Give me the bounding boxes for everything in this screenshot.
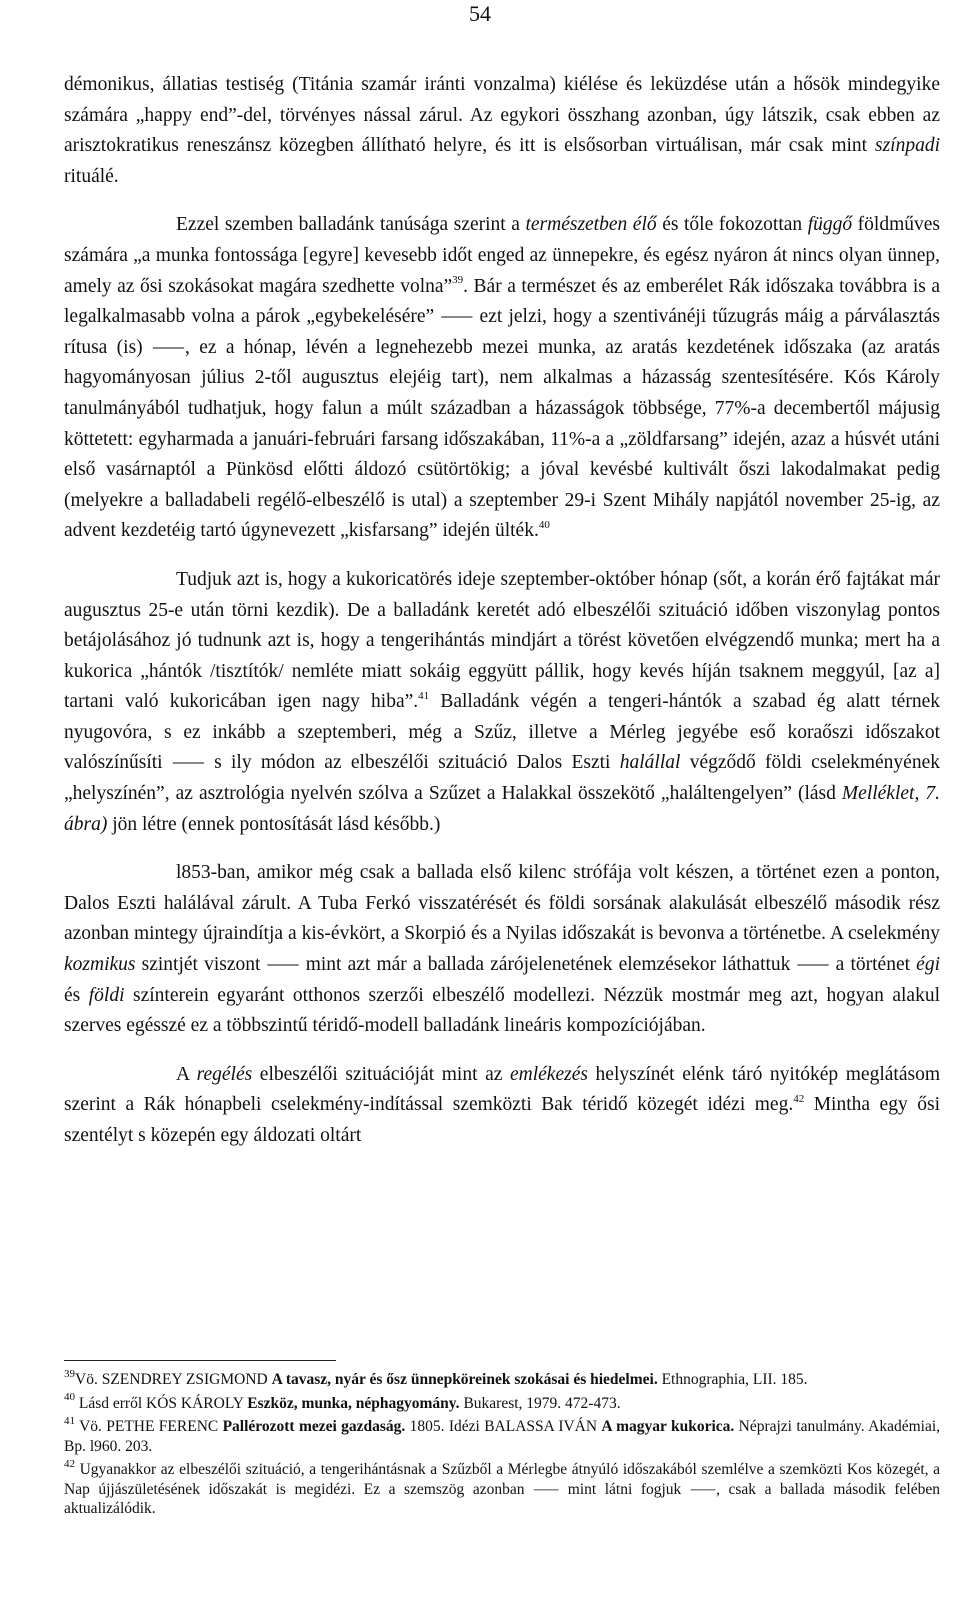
footnote-ref: 40 — [64, 1391, 75, 1404]
footnote-ref: 39 — [452, 274, 464, 287]
text-run: és — [64, 984, 89, 1006]
footnote-ref: 41 — [418, 689, 430, 702]
text-run: természetben élő — [525, 214, 657, 236]
text-run: 1805. Idézi BALASSA IVÁN — [405, 1418, 602, 1435]
text-run: Balladánk végén a tengeri-hántók a szabad ég alatt térnek nyugovóra, s ez inkább a szeptemberi, még a Szűz, illetve a Mérleg jegyébe eső koraőszi időszakot valószínűsíti ⸺ s ily módon az elbeszélői szituáció Dalos Eszti — [64, 691, 940, 774]
text-run: elbeszélői szituációját mint az — [252, 1063, 510, 1085]
text-run: helyszínét elénk táró nyitókép meglátásom szerint a Rák hónapbeli cselekmény-indítással szemközti Bak téridő közegét idézi meg. — [64, 1063, 940, 1116]
text-run: A magyar kukorica. — [601, 1418, 735, 1435]
text-run: kozmikus — [64, 954, 136, 976]
footnotes — [64, 1367, 940, 1523]
paragraph — [64, 858, 940, 1042]
footnote — [64, 1391, 940, 1414]
text-run: A — [176, 1063, 197, 1085]
footnote — [64, 1457, 940, 1519]
text-run: égi — [916, 954, 940, 976]
footnote-separator — [64, 1360, 336, 1361]
footnote-ref: 40 — [538, 518, 550, 531]
text-run: Melléklet, 7. ábra) — [64, 783, 940, 835]
footnote-ref: 42 — [64, 1457, 75, 1470]
footnote — [64, 1367, 940, 1390]
text-run: és tőle fokozottan — [656, 214, 808, 236]
paragraph — [64, 70, 940, 192]
text-run: Pallérozott mezei gazdaság. — [222, 1418, 406, 1435]
footnote-ref: 39 — [64, 1367, 75, 1380]
text-run: függő — [807, 214, 853, 236]
text-run: emlékezés — [510, 1063, 588, 1085]
text-run: Bukarest, 1979. 472-473. — [459, 1394, 621, 1412]
text-run: rituálé. — [64, 165, 119, 187]
footnote-ref: 42 — [793, 1092, 805, 1105]
text-run: végződő földi cselekményének „helyszínén”, az asztrológia nyelvén szólva a Szűzet a Halakkal összekötő „haláltengelyen” (lásd — [64, 752, 940, 805]
text-run: Tudjuk azt is, hogy a kukoricatörés ideje szeptember-október hónap (sőt, a korán érő fajtákat már augusztus 25-e után törni kezdik). De a balladánk keretét adó elbeszélői szituáció időben viszonylag pontos betájolásához jó tudnunk azt is, hogy a tengerihántás mindjárt a törést követően elvégzendő munka; mert ha a kukorica „hántók /tisztítók/ nemléte miatt sokáig eggyütt pállik, hogy kevés híján tsaknem meggyúl, [az a] tartani való kukoricában igen nagy hiba”. — [64, 568, 940, 713]
text-run: jön létre (ennek pontosítását lásd később.) — [107, 813, 441, 835]
footnote — [64, 1414, 940, 1456]
text-run: színpadi — [874, 135, 940, 157]
text-run: Mintha egy ősi szentélyt s közepén egy áldozati oltárt — [64, 1094, 940, 1146]
text-run: Lásd erről KÓS KÁROLY — [75, 1394, 248, 1412]
paragraph — [64, 1060, 940, 1152]
text-run: halállal — [619, 752, 681, 774]
text-run: Vö. SZENDREY ZSIGMOND — [75, 1371, 272, 1388]
text-run: Ethnographia, LII. 185. — [657, 1371, 808, 1388]
text-run: A tavasz, nyár és ősz ünnepköreinek szokásai és hiedelmei. — [271, 1371, 658, 1388]
text-run: színterein egyaránt otthonos szerzői elbeszélő modellezi. Nézzük mostmár meg azt, hogyan alakul szerves egésszé ez a többszintű téridő-modell balladánk lineáris kompozíciójában. — [64, 984, 940, 1037]
text-run: regélés — [196, 1063, 253, 1085]
text-run: démonikus, állatias testiség (Titánia szamár iránti vonzalma) kiélése és leküzdése után a hősök mindegyike számára „happy end”-del, törvényes nással zárul. Az egykori összhang azonban, úgy látszik, csak ebben az arisztokratikus reneszánsz közegben állítható helyre, és itt is elsősorban virtuálisan, már csak mint — [64, 74, 940, 157]
page-number: 54 — [469, 1, 491, 26]
paragraph — [64, 210, 940, 547]
text-run: . Bár a természet és az emberélet Rák időszaka továbbra is a legalkalmasabb volna a párok „egybekelésére” ⸺ ezt jelzi, hogy a szentivánéji tűzugrás máig a párválasztás rítusa (is) ⸺, ez a hónap, lévén a legnehezebb mezei munka, az aratás kezdetének időszaka (az aratás hagyományosan július 2-től augusztus elejéig tart), nem alkalmas a házasság szentesítésére. Kós Károly tanulmányából tudhatjuk, hogy falun a múlt században a házasságok többsége, 77%-a decembertől májusig köttetett: egyharmada a januári-februári farsang időszakában, 11%-a a „zöldfarsang” idején, azaz a húsvét utáni első vasárnaptól a Pünkösd előtti áldozó csütörtökig; a jóval kevésbé kultivált őszi lakodalmakat pedig (melyekre a balladabeli regélő-elbeszélő is utal) a szeptember 29-i Szent Mihály napjától november 25-ig, az advent kezdetéig tartó úgynevezett „kisfarsang” idején ülték. — [64, 275, 940, 542]
text-run: Eszköz, munka, néphagyomány. — [247, 1394, 460, 1412]
text-run: szintjét viszont ⸺ mint azt már a ballada zárójelenetének elemzésekor láthattuk ⸺ a történet — [135, 954, 917, 976]
text-run: Néprajzi tanulmány. Akadémiai, Bp. l960. 203. — [64, 1418, 940, 1455]
text-run: földi — [88, 984, 125, 1006]
text-run: Ugyanakkor az elbeszélői szituáció, a tengerihántásnak a Szűzből a Mérlegbe átnyúló időszakából szemlélve a szemközti Kos közegét, a Nap újjászületésének időszakát is megidézi. Ez a szemszög azonban ⸺ mint látni fogjuk ⸺, csak a ballada második felében aktualizálódik. — [64, 1461, 940, 1517]
text-run: földműves számára „a munka fontossága [egyre] kevesebb időt enged az ünnepekre, és egész nyáron át nincs olyan ünnep, amely az ősi szokásokat magára szedhette volna” — [64, 214, 940, 297]
paragraph — [64, 565, 940, 840]
text-run: Vö. PETHE FERENC — [75, 1418, 223, 1435]
footnote-ref: 41 — [64, 1414, 75, 1427]
text-run: l853-ban, amikor még csak a ballada első kilenc strófája volt készen, a történet ezen a ponton, Dalos Eszti halálával zárult. A Tuba Ferkó visszatérését és földi sorsának alakulását elbeszélő második rész azonban mintegy újraindítja a kis-évkört, a Skorpió és a Nyilas időszakát is bevonva a történetbe. A cselekmény — [64, 862, 940, 945]
text-run: Ezzel szemben balladánk tanúsága szerint a — [176, 214, 526, 236]
body-text — [64, 70, 940, 1152]
